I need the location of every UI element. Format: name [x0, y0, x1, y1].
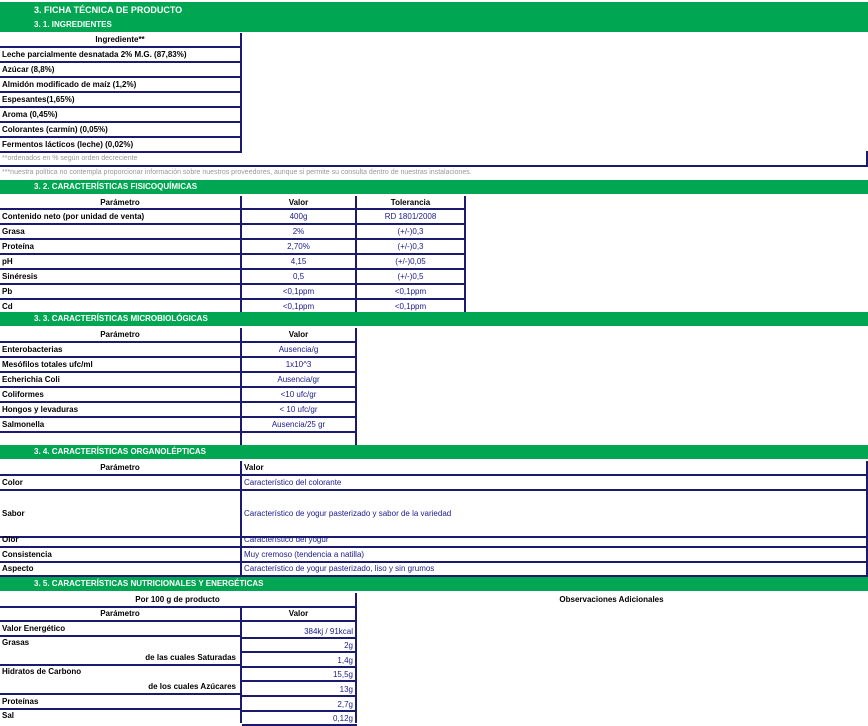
ingredientes-note-policy: ***nuestra política no contempla proporcionar información sobre nuestros proveedores, aunque si permite su consulta dentro de nuestras instalaciones.	[2, 169, 472, 176]
organolepticas-valor: Muy cremoso (tendencia a natilla)	[244, 550, 365, 559]
microbiologicas-valor: 1x10^3	[285, 360, 312, 369]
microbiologicas-valor: Ausencia/25 gr	[271, 420, 326, 429]
microbiologicas-valor: <10 ufc/gr	[280, 390, 317, 399]
microbiologicas-param: Echerichia Coli	[2, 375, 60, 384]
fisicoquimicas-param: pH	[2, 257, 13, 266]
table-divider	[240, 461, 242, 577]
fisicoquimicas-valor: <0,1ppm	[282, 287, 315, 296]
microbiologicas-valor: Ausencia/gr	[277, 375, 320, 384]
nutricionales-valor: 2,7g	[337, 700, 353, 709]
fisicoquimicas-valor: 2,70%	[287, 242, 310, 251]
organolepticas-valor: Característico del yogur	[244, 535, 329, 544]
nutricionales-param: Valor Energético	[2, 624, 66, 633]
table-divider	[355, 328, 357, 448]
nutricionales-valor: 15,5g	[332, 670, 353, 679]
organolepticas-valor: Característico de yogur pasterizado y sabor de la variedad	[244, 509, 452, 518]
fisicoquimicas-valor: 4,15	[290, 257, 307, 266]
section-fisicoquimicas: 3. 2. CARACTERÍSTICAS FISICOQUÍMICAS	[34, 182, 198, 191]
nutricionales-col-header: Valor	[288, 609, 309, 618]
table-divider	[240, 33, 242, 151]
fisicoquimicas-valor: <0,1ppm	[282, 302, 315, 311]
organolepticas-valor: Característico del colorante	[244, 478, 342, 487]
organolepticas-param: Aspecto	[2, 564, 34, 573]
ingrediente-item: Fermentos lácticos (leche) (0,02%)	[2, 140, 134, 149]
fisicoquimicas-valor: 2%	[292, 227, 305, 236]
table-divider	[240, 328, 242, 448]
fisicoquimicas-param: Grasa	[2, 227, 25, 236]
nutricionales-param: Proteínas	[2, 697, 39, 706]
table-divider	[355, 196, 357, 315]
fisicoquimicas-col-header: Tolerancia	[390, 198, 431, 207]
fisicoquimicas-tolerancia: (+/-)0,5	[397, 272, 424, 281]
section-nutricionales: 3. 5. CARACTERÍSTICAS NUTRICIONALES Y ENERGÉTICAS	[34, 579, 264, 588]
fisicoquimicas-param: Pb	[2, 287, 13, 296]
microbiologicas-param: Salmonella	[2, 420, 45, 429]
microbiologicas-valor: < 10 ufc/gr	[279, 405, 318, 414]
organolepticas-param: Color	[2, 478, 23, 487]
fisicoquimicas-tolerancia: <0,1ppm	[394, 287, 427, 296]
ingrediente-item: Espesantes(1,65%)	[2, 95, 75, 104]
organolepticas-param: Consistencia	[2, 550, 52, 559]
fisicoquimicas-param: Proteína	[2, 242, 35, 251]
table-rule	[242, 695, 357, 697]
table-divider	[240, 607, 242, 723]
section-ingredientes: 3. 1. INGREDIENTES	[34, 20, 112, 29]
ingrediente-item: Azúcar (8,8%)	[2, 65, 55, 74]
organolepticas-valor: Característico de yogur pasterizado, liso y sin grumos	[244, 564, 435, 573]
table-divider	[464, 196, 466, 315]
fisicoquimicas-param: Sinéresis	[2, 272, 38, 281]
nutricionales-param: Hidratos de Carbono	[2, 667, 82, 676]
nutricionales-observaciones-header: Observaciones Adicionales	[559, 595, 664, 604]
microbiologicas-param: Hongos y levaduras	[2, 405, 79, 414]
microbiologicas-param: Coliformes	[2, 390, 44, 399]
fisicoquimicas-tolerancia: RD 1801/2008	[384, 212, 437, 221]
table-rule	[242, 651, 357, 653]
nutricionales-valor: 384kj / 91kcal	[304, 627, 353, 636]
table-divider	[355, 593, 357, 723]
ingredientes-header: Ingrediente**	[95, 35, 145, 44]
table-divider	[240, 196, 242, 315]
table-rule	[0, 431, 357, 433]
nutricionales-per100-header: Por 100 g de producto	[135, 595, 220, 604]
fisicoquimicas-tolerancia: (+/-)0,3	[397, 227, 424, 236]
microbiologicas-col-header: Parámetro	[100, 330, 140, 339]
organolepticas-col-header: Parámetro	[100, 463, 140, 472]
nutricionales-param: de los cuales Azúcares	[148, 682, 236, 691]
organolepticas-param: Olor	[2, 535, 19, 544]
nutricionales-valor: 0,12g	[332, 714, 353, 723]
nutricionales-param: Grasas	[2, 638, 30, 647]
microbiologicas-col-header: Valor	[288, 330, 309, 339]
fisicoquimicas-col-header: Valor	[288, 198, 309, 207]
ingredientes-note-order: **ordenados en % según orden decreciente	[2, 155, 138, 162]
fisicoquimicas-valor: 0,5	[292, 272, 305, 281]
nutricionales-col-header: Parámetro	[100, 609, 140, 618]
fisicoquimicas-param: Cd	[2, 302, 13, 311]
fisicoquimicas-param: Contenido neto (por unidad de venta)	[2, 212, 145, 221]
ingrediente-item: Almidón modificado de maíz (1,2%)	[2, 80, 137, 89]
section-microbiologicas: 3. 3. CARACTERÍSTICAS MICROBIOLÓGICAS	[34, 314, 208, 323]
nutricionales-valor: 1,4g	[337, 656, 353, 665]
nutricionales-param: de las cuales Saturadas	[145, 653, 236, 662]
fisicoquimicas-tolerancia: (+/-)0,05	[395, 257, 426, 266]
page-title: 3. FICHA TÉCNICA DE PRODUCTO	[34, 5, 183, 15]
microbiologicas-param: Mesófilos totales ufc/ml	[2, 360, 93, 369]
microbiologicas-param: Enterobacterias	[2, 345, 63, 354]
fisicoquimicas-tolerancia: <0,1ppm	[394, 302, 427, 311]
fisicoquimicas-tolerancia: (+/-)0,3	[397, 242, 424, 251]
fisicoquimicas-valor: 400g	[289, 212, 308, 221]
organolepticas-param: Sabor	[2, 509, 25, 518]
fisicoquimicas-col-header: Parámetro	[100, 198, 140, 207]
organolepticas-col-header: Valor	[244, 463, 264, 472]
nutricionales-valor: 2g	[344, 641, 353, 650]
ingrediente-item: Aroma (0,45%)	[2, 110, 58, 119]
nutricionales-param: Sal	[2, 711, 15, 720]
ingrediente-item: Colorantes (carmín) (0,05%)	[2, 125, 108, 134]
microbiologicas-valor: Ausencia/g	[278, 345, 319, 354]
nutricionales-valor: 13g	[339, 685, 353, 694]
ingrediente-item: Leche parcialmente desnatada 2% M.G. (87,83%)	[2, 50, 187, 59]
section-organolepticas: 3. 4. CARACTERÍSTICAS ORGANOLÉPTICAS	[34, 447, 207, 456]
table-rule	[242, 680, 357, 682]
